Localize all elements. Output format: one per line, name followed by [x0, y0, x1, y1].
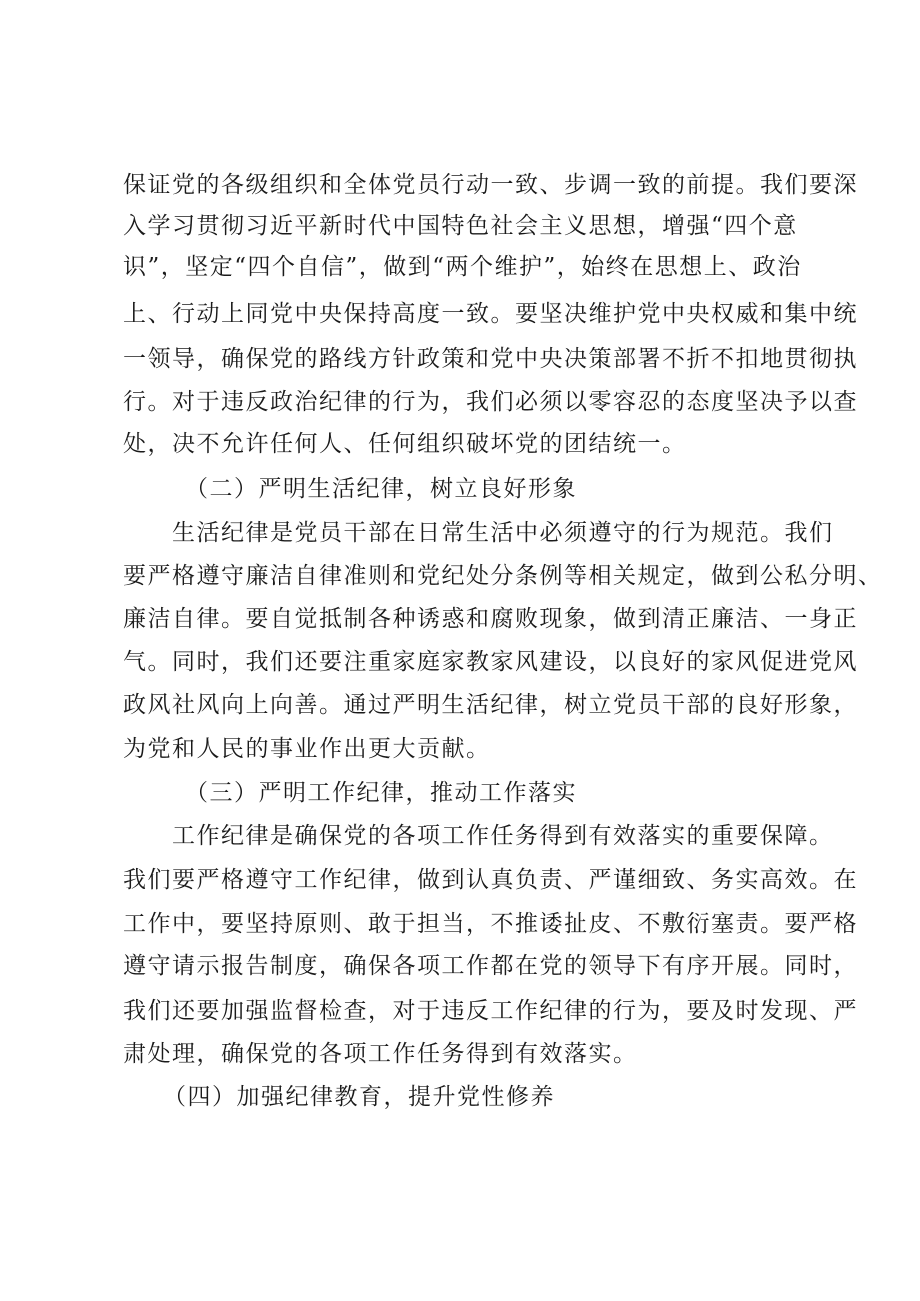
paragraph-2-line-6: 为党和人民的事业作出更大贡献。	[123, 736, 491, 762]
paragraph-3-line-5: 我们还要加强监督检查，对于违反工作纪律的行为，要及时发现、严	[123, 998, 858, 1024]
paragraph-2-line-5: 政风社风向上向善。通过严明生活纪律，树立党员干部的良好形象，	[123, 692, 858, 718]
section-heading-2: （二）严明生活纪律，树立良好形象	[185, 476, 577, 502]
paragraph-2-line-2: 要严格遵守廉洁自律准则和党纪处分条例等相关规定，做到公私分明、	[123, 563, 883, 589]
paragraph-3-line-6: 肃处理，确保党的各项工作任务得到有效落实。	[123, 1041, 638, 1067]
paragraph-1-line-7: 处，决不允许任何人、任何组织破坏党的团结统一。	[123, 431, 687, 457]
paragraph-3-line-1: 工作纪律是确保党的各项工作任务得到有效落实的重要保障。	[172, 823, 834, 849]
paragraph-3-line-2: 我们要严格遵守工作纪律，做到认真负责、严谨细致、务实高效。在	[123, 867, 858, 893]
paragraph-1-line-6: 行。对于违反政治纪律的行为，我们必须以零容忍的态度坚决予以查	[123, 389, 858, 415]
paragraph-1-line-5: 一领导，确保党的路线方针政策和党中央决策部署不折不扣地贯彻执	[123, 346, 858, 372]
paragraph-1-line-2: 入学习贯彻习近平新时代中国特色社会主义思想，增强“四个意	[123, 213, 798, 239]
paragraph-3-line-4: 遵守请示报告制度，确保各项工作都在党的领导下有序开展。同时，	[123, 953, 858, 979]
paragraph-1-line-1: 保证党的各级组织和全体党员行动一致、步调一致的前提。我们要深	[123, 172, 858, 198]
section-heading-3: （三）严明工作纪律，推动工作落实	[185, 780, 577, 806]
section-heading-4: （四）加强纪律教育，提升党性修养	[163, 1084, 555, 1110]
paragraph-1-line-4: 上、行动上同党中央保持高度一致。要坚决维护党中央权威和集中统	[123, 301, 858, 327]
paragraph-2-line-4: 气。同时，我们还要注重家庭家教家风建设，以良好的家风促进党风	[123, 649, 858, 675]
paragraph-1-line-3: 识”，坚定“四个自信”，做到“两个维护”，始终在思想上、政治	[123, 254, 802, 280]
paragraph-2-line-3: 廉洁自律。要自觉抵制各种诱惑和腐败现象，做到清正廉洁、一身正	[123, 606, 858, 632]
paragraph-3-line-3: 工作中，要坚持原则、敢于担当，不推诿扯皮、不敷衍塞责。要严格	[123, 911, 858, 937]
paragraph-2-line-1: 生活纪律是党员干部在日常生活中必须遵守的行为规范。我们	[172, 520, 834, 546]
